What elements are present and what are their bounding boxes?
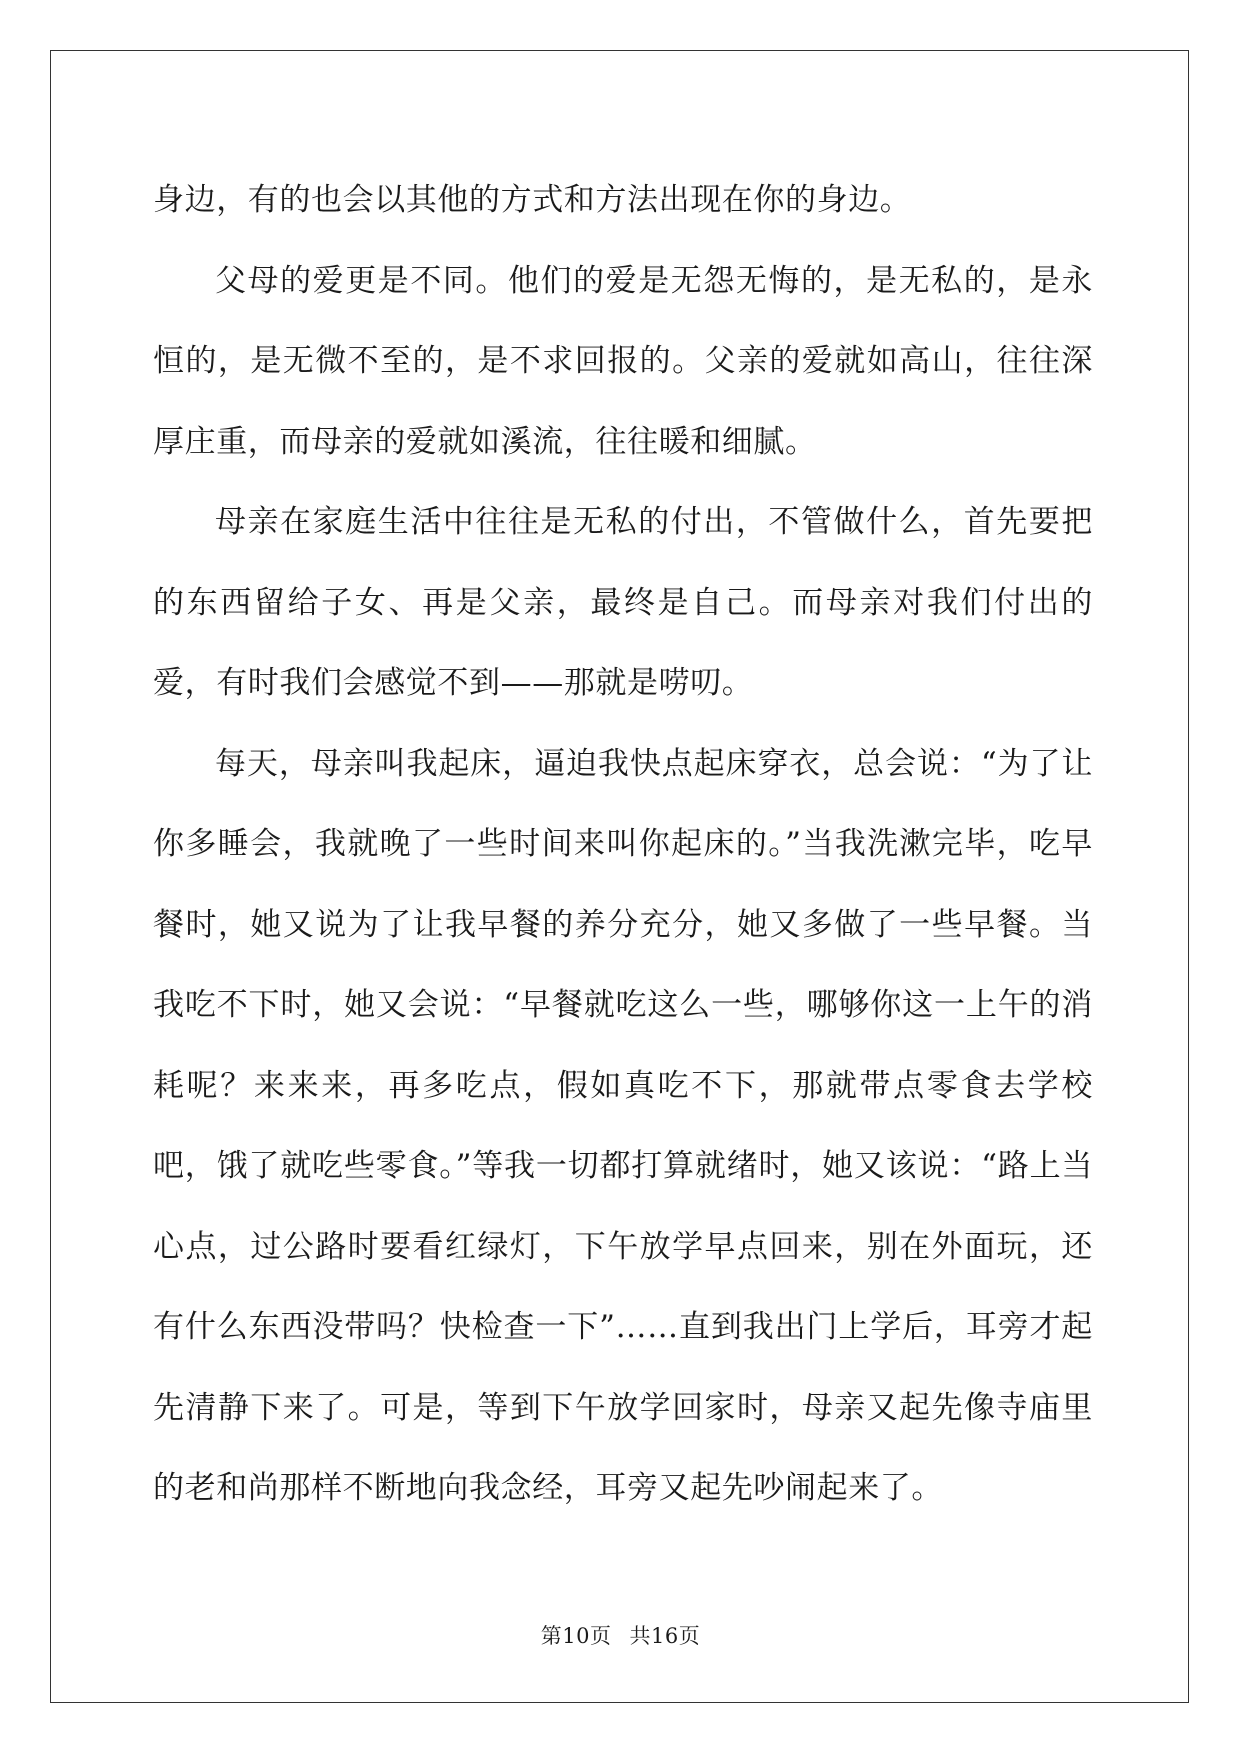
page-number: 第10页 xyxy=(540,1624,612,1648)
paragraph-4: 每天，母亲叫我起床，逼迫我快点起床穿衣，总会说：“为了让你多睡会，我就晚了一些时间来叫你起床的。”当我洗漱完毕，吃早餐时，她又说为了让我早餐的养分充分，她又多做了一些早餐。当我吃不下时，她又会说：“早餐就吃这么一些，哪够你这一上午的消耗呢？来来来，再多吃点，假如真吃不下，那就带点零食去学校吧，饿了就吃些零食。”等我一切都打算就绪时，她又该说：“路上当心点，过公路时要看红绿灯，下午放学早点回来，别在外面玩，还有什么东西没带吗？快检查一下”……直到我出门上学后，耳旁才起先清静下来了。可是，等到下午放学回家时，母亲又起先像寺庙里的老和尚那样不断地向我念经，耳旁又起先吵闹起来了。 xyxy=(153,745,1093,1506)
page-total: 共16页 xyxy=(629,1624,701,1648)
paragraph-2: 父母的爱更是不同。他们的爱是无怨无悔的，是无私的，是永恒的，是无微不至的，是不求回报的。父亲的爱就如高山，往往深厚庄重，而母亲的爱就如溪流，往往暖和细腻。 xyxy=(153,262,1093,460)
paragraph-1: 身边，有的也会以其他的方式和方法出现在你的身边。 xyxy=(153,182,912,218)
document-body xyxy=(153,160,1093,1529)
paragraph-3: 母亲在家庭生活中往往是无私的付出，不管做什么，首先要把的东西留给子女、再是父亲，最终是自己。而母亲对我们付出的爱，有时我们会感觉不到——那就是唠叨。 xyxy=(153,504,1093,701)
page-footer xyxy=(0,1620,1241,1650)
